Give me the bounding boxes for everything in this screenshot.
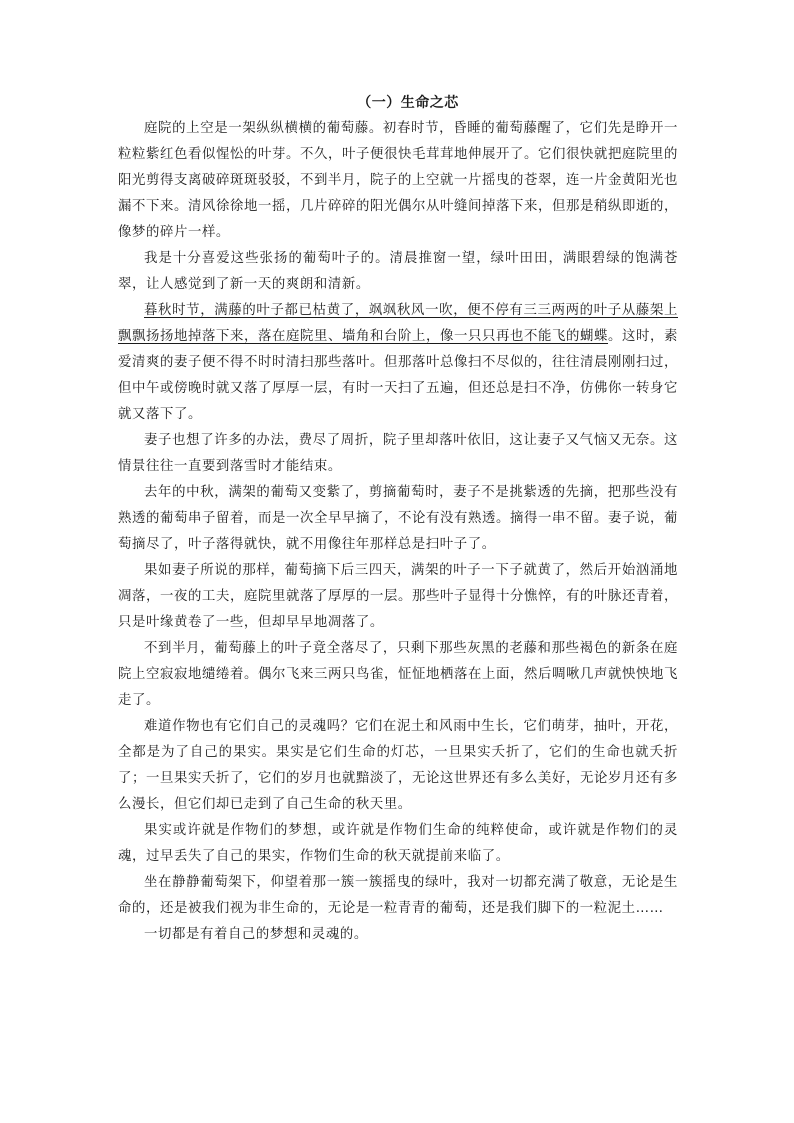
paragraph-7: 不到半月，葡萄藤上的叶子竟全落尽了，只剩下那些灰黑的老藤和那些褐色的新条在庭院上空寂寂地缱绻着。偶尔飞来三两只鸟雀，怔怔地栖落在上面，然后啁啾几声就怏怏地飞走了。	[118, 641, 678, 708]
paragraph-11: 一切都是有着自己的梦想和灵魂的。	[144, 927, 368, 942]
underlined-sentence: 暮秋时节，满藤的叶子都已枯黄了，飒飒秋风一吹，便不停有三三两两的叶子从藤架上飘飘扬扬地掉落下来，落在庭院里、墙角和台阶上，像一只只再也不能飞的蝴蝶	[118, 303, 678, 344]
paragraph-1: 庭院的上空是一架纵纵横横的葡萄藤。初春时节，昏睡的葡萄藤醒了，它们先是睁开一粒粒紫红色看似惺忪的叶芽。不久，叶子便很快毛茸茸地伸展开了。它们很快就把庭院里的阳光剪得支离破碎斑斑驳驳，不到半月，院子的上空就一片摇曳的苍翠，连一片金黄阳光也漏不下来。清风徐徐地一摇，几片碎碎的阳光偶尔从叶缝间掉落下来，但那是稍纵即逝的，像梦的碎片一样。	[118, 121, 678, 240]
document-page	[118, 90, 678, 948]
paragraph-4: 妻子也想了许多的办法，费尽了周折，院子里却落叶依旧，这让妻子又气恼又无奈。这情景往往一直要到落雪时才能结束。	[118, 433, 678, 474]
page-title: （一）生命之芯	[357, 95, 459, 111]
paragraph-5: 去年的中秋，满架的葡萄又变紫了，剪摘葡萄时，妻子不是挑紫透的先摘，把那些没有熟透的葡萄串子留着，而是一次全早早摘了，不论有没有熟透。摘得一串不留。妻子说，葡萄摘尽了，叶子落得就快，就不用像往年那样总是扫叶子了。	[118, 485, 678, 552]
paragraph-10: 坐在静静葡萄架下，仰望着那一簇一簇摇曳的绿叶，我对一切都充满了敬意，无论是生命的，还是被我们视为非生命的，无论是一粒青青的葡萄，还是我们脚下的一粒泥土……	[118, 875, 678, 916]
paragraph-2: 我是十分喜爱这些张扬的葡萄叶子的。清晨推窗一望，绿叶田田，满眼碧绿的饱满苍翠，让人感觉到了新一天的爽朗和清新。	[118, 251, 678, 292]
paragraph-3-rest: 。这时，素爱清爽的妻子便不得不时时清扫那些落叶。但那落叶总像扫不尽似的，往往清晨刚刚扫过，但中午或傍晚时就又落了厚厚一层，有时一天扫了五遍，但还总是扫不净，仿佛你一转身它就又落下了。	[118, 329, 679, 422]
paragraph-3	[118, 298, 678, 428]
paragraph-6: 果如妻子所说的那样，葡萄摘下后三四天，满架的叶子一下子就黄了，然后开始汹涌地凋落，一夜的工夫，庭院里就落了厚厚的一层。那些叶子显得十分憔悴，有的叶脉还青着，只是叶缘黄卷了一些，但却早早地凋落了。	[118, 563, 678, 630]
paragraph-8: 难道作物也有它们自己的灵魂吗？它们在泥土和风雨中生长，它们萌芽，抽叶，开花，全都是为了自己的果实。果实是它们生命的灯芯，一旦果实夭折了，它们的生命也就夭折了；一旦果实夭折了，它们的岁月也就黯淡了，无论这世界还有多么美好，无论岁月还有多么漫长，但它们却已走到了自己生命的秋天里。	[118, 719, 678, 812]
paragraph-9: 果实或许就是作物们的梦想，或许就是作物们生命的纯粹使命，或许就是作物们的灵魂，过早丢失了自己的果实，作物们生命的秋天就提前来临了。	[118, 823, 678, 864]
